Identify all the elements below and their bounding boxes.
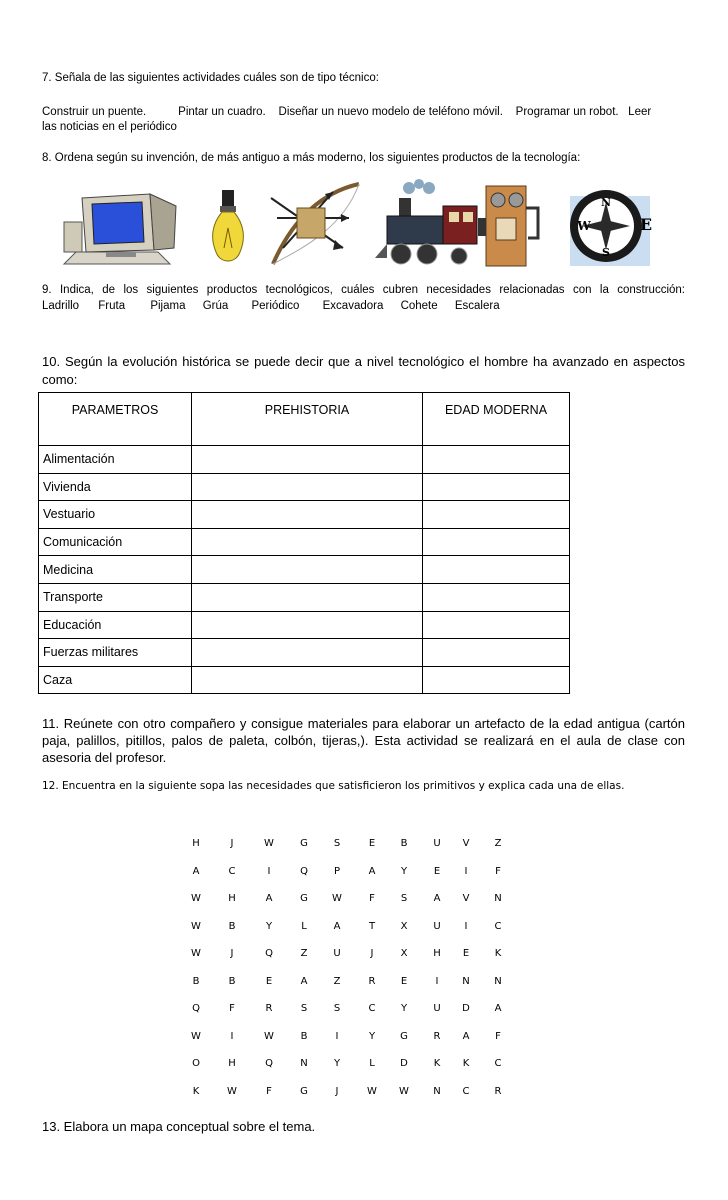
compass-north-label: N [600, 196, 612, 209]
word-search-letter[interactable]: W [367, 1085, 377, 1097]
row-label: Educación [39, 611, 192, 639]
q9-item: Ladrillo [42, 300, 80, 312]
q9-item: Grúa [202, 300, 229, 312]
parameters-table [38, 392, 570, 694]
table-header-row [39, 393, 570, 446]
word-search-letter[interactable]: E [462, 948, 470, 959]
header-edad-moderna: EDAD MODERNA [423, 393, 570, 446]
word-search-letter[interactable]: W [399, 1085, 409, 1097]
word-search-letter[interactable]: O [192, 1058, 200, 1069]
word-search-letter[interactable]: L [369, 1058, 375, 1069]
word-search-letter[interactable]: C [368, 1003, 376, 1014]
answer-cell[interactable] [423, 583, 570, 611]
word-search-letter[interactable]: A [300, 975, 308, 987]
word-search-letter[interactable]: R [433, 1030, 441, 1042]
word-search-letter[interactable]: W [332, 893, 342, 904]
word-search-letter[interactable]: E [265, 975, 273, 987]
q9-item: Pijama [150, 300, 186, 312]
table-row [39, 583, 570, 611]
answer-cell[interactable] [423, 639, 570, 667]
header-parametros: PARAMETROS [39, 393, 192, 446]
word-search-letter[interactable]: I [335, 1030, 339, 1042]
q10-line2: como: [42, 372, 78, 387]
word-search-letter[interactable]: Y [400, 1003, 408, 1014]
word-search-letter[interactable]: R [265, 1003, 273, 1014]
q9-item: Fruta [98, 300, 126, 312]
word-search-letter[interactable]: Q [265, 948, 273, 959]
word-search-letter[interactable]: S [400, 893, 408, 904]
answer-cell[interactable] [423, 528, 570, 556]
table-row [39, 556, 570, 584]
word-search-letter[interactable]: H [192, 838, 200, 849]
word-search-letter[interactable]: I [230, 1030, 234, 1042]
word-search-letter[interactable]: I [464, 920, 468, 932]
word-search-letter[interactable]: A [265, 893, 273, 904]
word-search-letter[interactable]: V [462, 838, 470, 849]
word-search-letter[interactable]: H [433, 948, 441, 959]
q9-line1: 9. Indica, de los siguientes productos tecnológicos, cuáles cubren necesidades relacionadas con la construcción: [42, 284, 685, 296]
word-search-letter[interactable]: C [462, 1085, 470, 1097]
word-search-letter[interactable]: I [464, 865, 468, 877]
word-search-letter[interactable]: Q [192, 1003, 200, 1014]
q8-title: 8. Ordena según su invención, de más antiguo a más moderno, los siguientes productos de la tecnología: [42, 152, 581, 164]
word-search-letter[interactable]: A [494, 1003, 502, 1014]
word-search-letter[interactable]: J [370, 948, 374, 959]
light-bulb-image [208, 188, 248, 272]
word-search-letter[interactable]: A [433, 893, 441, 904]
word-search-letter[interactable]: S [333, 838, 341, 849]
word-search-letter[interactable]: Z [333, 975, 341, 987]
word-search-letter[interactable]: Y [333, 1058, 341, 1069]
word-search-letter[interactable]: E [433, 865, 441, 877]
row-label: Fuerzas militares [39, 639, 192, 667]
word-search-letter[interactable]: B [300, 1030, 308, 1042]
word-search-letter[interactable]: A [333, 920, 341, 932]
row-label: Caza [39, 666, 192, 694]
word-search-letter[interactable]: J [230, 948, 234, 959]
word-search-letter[interactable]: F [369, 893, 375, 904]
word-search-letter[interactable]: T [368, 920, 376, 932]
q7-title: 7. Señala de las siguientes actividades cuáles son de tipo técnico: [42, 72, 379, 84]
q12-title: 12. Encuentra en la siguiente sopa las necesidades que satisficieron los primitivos y explica cada una de ellas. [42, 780, 625, 792]
q8-image-row [58, 178, 658, 274]
word-search-letter[interactable]: I [435, 975, 439, 987]
word-search-letter[interactable]: N [462, 975, 470, 987]
answer-cell[interactable] [423, 666, 570, 694]
word-search-letter[interactable]: U [333, 948, 341, 959]
answer-cell[interactable] [192, 501, 423, 529]
word-search-letter[interactable]: W [191, 920, 201, 932]
word-search-letter[interactable]: K [192, 1085, 200, 1097]
word-search-letter[interactable]: C [228, 865, 236, 877]
word-search-letter[interactable]: W [227, 1085, 237, 1097]
word-search-letter[interactable]: N [494, 893, 502, 904]
word-search-letter[interactable]: G [300, 893, 308, 904]
table-row [39, 501, 570, 529]
word-search-letter[interactable]: B [228, 975, 236, 987]
compass-east-label: E [639, 215, 653, 234]
word-search-letter[interactable]: E [368, 838, 376, 849]
compass-image [564, 186, 654, 272]
word-search-letter[interactable]: X [400, 948, 408, 959]
answer-cell[interactable] [423, 611, 570, 639]
answer-cell[interactable] [423, 446, 570, 474]
table-row [39, 528, 570, 556]
word-search-letter[interactable]: J [335, 1085, 339, 1097]
row-label: Comunicación [39, 528, 192, 556]
word-search-letter[interactable]: F [495, 865, 501, 877]
word-search-letter[interactable]: U [433, 1003, 441, 1014]
row-label: Medicina [39, 556, 192, 584]
q11-line3: asesoria del profesor. [42, 750, 167, 765]
table-row [39, 666, 570, 694]
word-search-letter[interactable]: I [267, 865, 271, 877]
steam-locomotive-image [373, 178, 483, 270]
word-search-letter[interactable]: D [462, 1003, 470, 1014]
answer-cell[interactable] [423, 556, 570, 584]
word-search-letter[interactable]: A [462, 1030, 470, 1042]
word-search-letter[interactable]: W [191, 948, 201, 959]
word-search-letter[interactable]: R [368, 975, 376, 987]
answer-cell[interactable] [192, 446, 423, 474]
word-search-letter[interactable]: Q [300, 865, 308, 877]
q9-item: Periódico [251, 300, 300, 312]
word-search-letter[interactable]: G [400, 1030, 408, 1042]
q9-item: Cohete [400, 300, 438, 312]
word-search-letter[interactable]: B [228, 920, 236, 932]
answer-cell[interactable] [423, 501, 570, 529]
row-label: Vestuario [39, 501, 192, 529]
word-search-letter[interactable]: Z [494, 838, 502, 849]
word-search-letter[interactable]: Y [265, 920, 273, 932]
word-search-letter[interactable]: W [191, 1030, 201, 1042]
word-search-letter[interactable]: Z [300, 948, 308, 959]
word-search-letter[interactable]: A [192, 865, 200, 877]
word-search-letter[interactable]: A [368, 865, 376, 877]
word-search-letter[interactable]: Y [368, 1030, 376, 1042]
word-search-letter[interactable]: N [300, 1058, 308, 1069]
row-label: Transporte [39, 583, 192, 611]
old-telephone-image [476, 178, 546, 270]
answer-cell[interactable] [192, 556, 423, 584]
word-search-letter[interactable]: E [400, 975, 408, 987]
word-search-letter[interactable]: W [264, 838, 274, 849]
word-search-letter[interactable]: G [300, 838, 308, 849]
word-search-letter[interactable]: K [462, 1058, 470, 1069]
word-search-letter[interactable]: U [433, 838, 441, 849]
answer-cell[interactable] [192, 611, 423, 639]
q7-options-line1: Construir un puente. Pintar un cuadro. Diseñar un nuevo modelo de teléfono móvil. Programar un robot. Leer [42, 106, 652, 118]
word-search-letter[interactable]: H [228, 893, 236, 904]
word-search-letter[interactable]: F [266, 1085, 272, 1097]
word-search-letter[interactable]: U [433, 920, 441, 932]
word-search-letter[interactable]: N [494, 975, 502, 987]
word-search-letter[interactable]: N [433, 1085, 441, 1097]
word-search-letter[interactable]: J [230, 838, 234, 849]
bow-and-arrows-image [263, 178, 363, 270]
q9-item: Escalera [454, 300, 500, 312]
table-row [39, 611, 570, 639]
word-search-letter[interactable]: G [300, 1085, 308, 1097]
answer-cell[interactable] [192, 639, 423, 667]
q9-item: Excavadora [322, 300, 384, 312]
word-search-letter[interactable]: C [494, 1058, 502, 1069]
word-search-letter[interactable]: K [433, 1058, 441, 1069]
table-row [39, 473, 570, 501]
word-search-letter[interactable]: P [333, 865, 341, 877]
word-search-letter[interactable]: S [300, 1003, 308, 1014]
table-row [39, 639, 570, 667]
answer-cell[interactable] [192, 666, 423, 694]
answer-cell[interactable] [192, 473, 423, 501]
row-label: Alimentación [39, 446, 192, 474]
row-label: Vivienda [39, 473, 192, 501]
word-search-letter[interactable]: Y [400, 865, 408, 877]
table-row [39, 446, 570, 474]
word-search-letter[interactable]: K [494, 948, 502, 959]
word-search-letter[interactable]: S [333, 1003, 341, 1014]
word-search-letter[interactable]: H [228, 1058, 236, 1069]
word-search-letter[interactable]: D [400, 1058, 408, 1069]
answer-cell[interactable] [423, 473, 570, 501]
word-search-letter[interactable]: Q [265, 1058, 273, 1069]
word-search-letter[interactable]: R [494, 1085, 502, 1097]
q11-line1: 11. Reúnete con otro compañero y consigue materiales para elaborar un artefacto de la edad antigua (cartón [42, 716, 685, 731]
word-search-letter[interactable]: L [301, 920, 307, 932]
word-search-letter[interactable]: X [400, 920, 408, 932]
computer-image [58, 192, 178, 268]
q10-line1: 10. Según la evolución histórica se puede decir que a nivel tecnológico el hombre ha avanzado en aspectos [42, 354, 685, 369]
word-search-letter[interactable]: B [400, 838, 408, 849]
q7-options-line2: las noticias en el periódico [42, 121, 177, 133]
compass-west-label: W [577, 219, 591, 233]
compass-south-label: S [602, 246, 610, 259]
word-search-letter[interactable]: F [495, 1030, 501, 1042]
header-prehistoria: PREHISTORIA [192, 393, 423, 446]
word-search-letter[interactable]: B [192, 975, 200, 987]
word-search-letter[interactable]: C [494, 920, 502, 932]
q9-items [42, 300, 562, 312]
q11-line2: paja, palillos, pitillos, palos de paleta, colbón, tijeras,). Esta actividad se realizará en el aula de clase con [42, 733, 685, 748]
answer-cell[interactable] [192, 528, 423, 556]
word-search-letter[interactable]: W [191, 893, 201, 904]
q13-title: 13. Elabora un mapa conceptual sobre el tema. [42, 1119, 316, 1134]
answer-cell[interactable] [192, 583, 423, 611]
word-search-letter[interactable]: V [462, 893, 470, 904]
word-search-letter[interactable]: W [264, 1030, 274, 1042]
word-search-letter[interactable]: F [229, 1003, 235, 1014]
